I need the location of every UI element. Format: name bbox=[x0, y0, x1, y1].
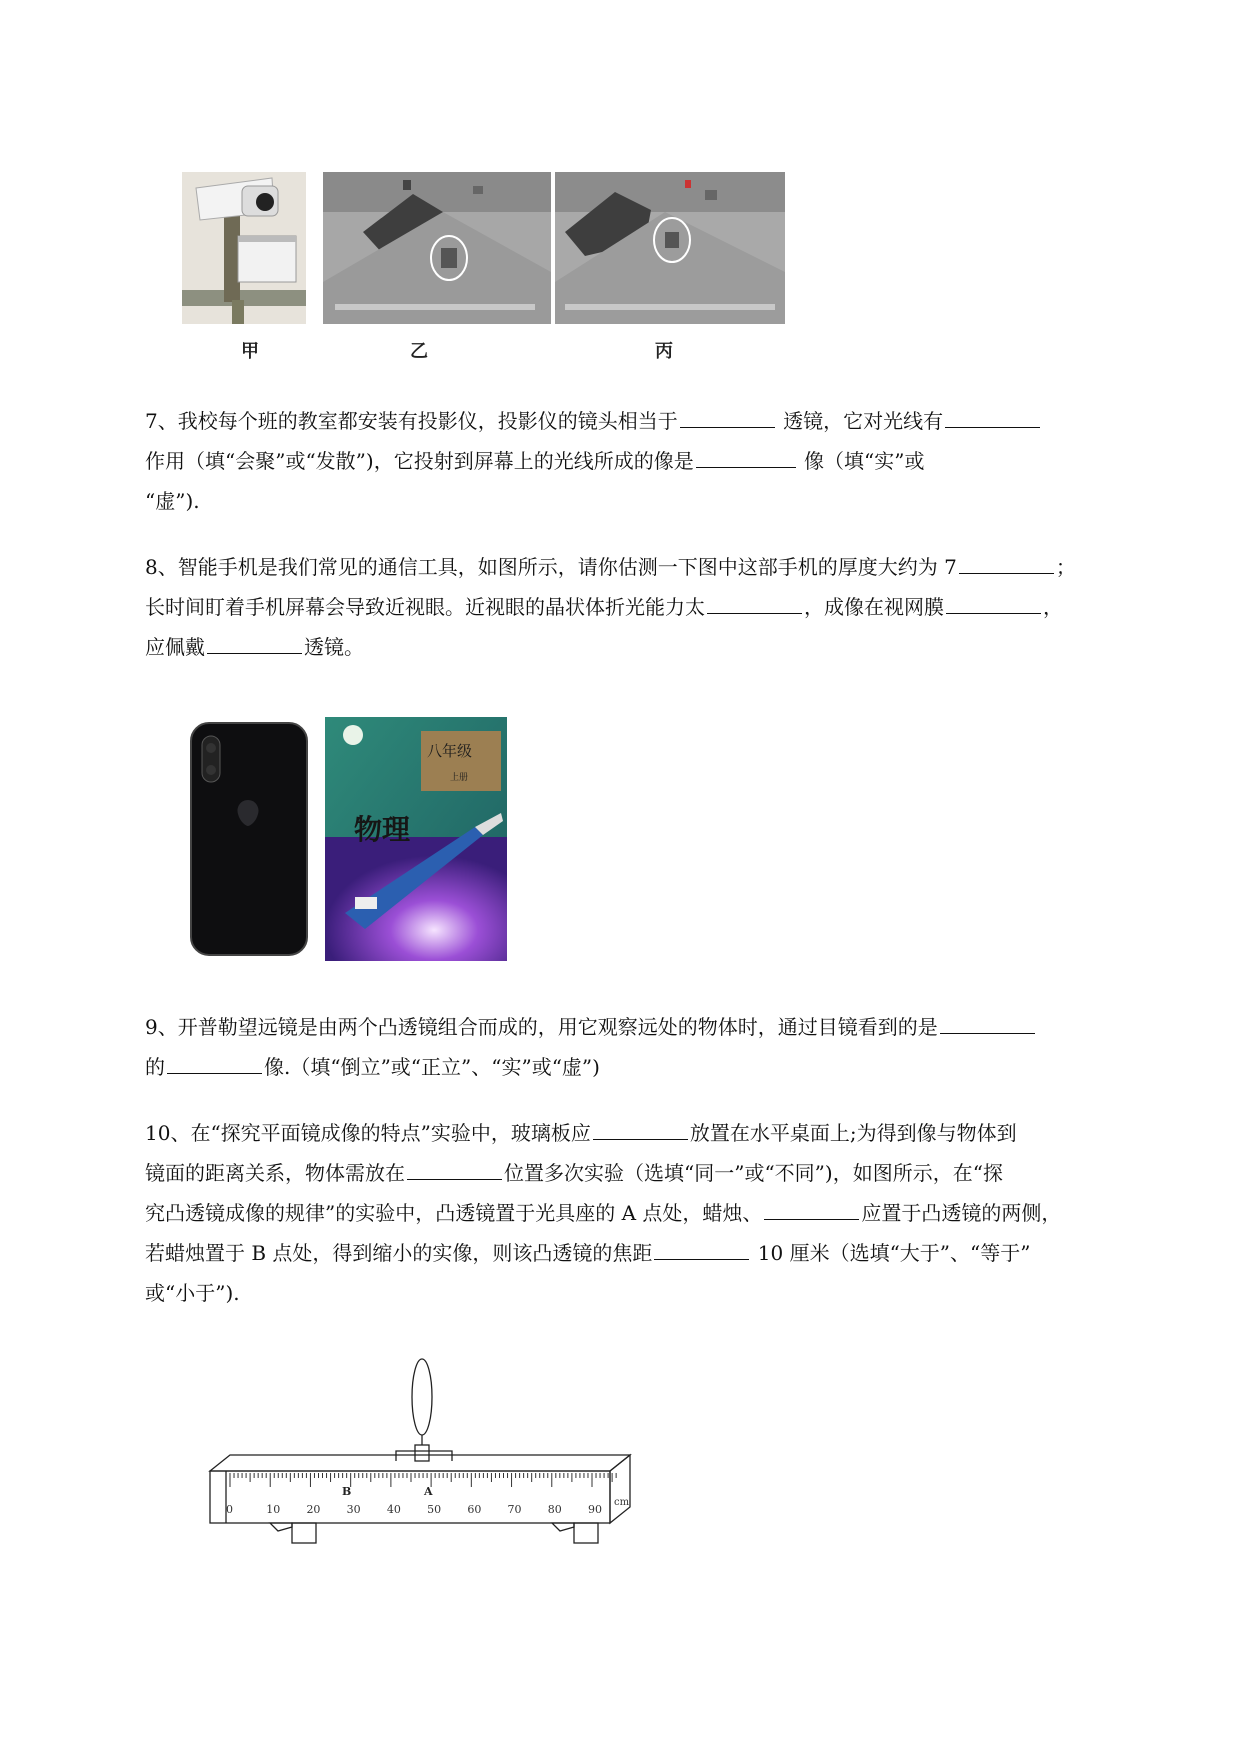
q7-text: 作用（填“会聚”或“发散”)，它投射到屏幕上的光线所成的像是 bbox=[145, 449, 694, 473]
q10-text: 放置在水平桌面上;为得到像与物体到 bbox=[689, 1121, 1017, 1145]
road-photo-yi bbox=[323, 172, 551, 324]
question-9 bbox=[145, 1007, 1155, 1087]
answer-blank[interactable] bbox=[946, 591, 1041, 614]
road-photo-bing bbox=[555, 172, 785, 324]
question-7 bbox=[145, 401, 1155, 521]
camera-photo bbox=[182, 172, 306, 324]
q10-line-4 bbox=[145, 1233, 1155, 1273]
answer-blank[interactable] bbox=[945, 405, 1040, 428]
q8-line-2 bbox=[145, 587, 1155, 627]
ruler-tick-label: 20 bbox=[306, 1503, 321, 1516]
q8-line-3 bbox=[145, 627, 1155, 667]
answer-blank[interactable] bbox=[940, 1011, 1035, 1034]
q10-line-3 bbox=[145, 1193, 1155, 1233]
answer-blank[interactable] bbox=[167, 1051, 262, 1074]
q9-text: 9、开普勒望远镜是由两个凸透镜组合而成的，用它观察远处的物体时，通过目镜看到的是 bbox=[145, 1015, 938, 1039]
phone-image bbox=[190, 722, 308, 956]
ruler-tick-label: 10 bbox=[266, 1503, 281, 1516]
q9-line-1 bbox=[145, 1007, 1155, 1047]
answer-blank[interactable] bbox=[593, 1117, 688, 1140]
q8-text: 透镜。 bbox=[304, 635, 364, 659]
unit-label: cm bbox=[614, 1497, 630, 1508]
book-volume: 上册 bbox=[450, 773, 469, 783]
q10-text: 应置于凸透镜的两侧， bbox=[861, 1201, 1062, 1225]
point-a-label: A bbox=[424, 1485, 433, 1498]
q8-text: ； bbox=[1055, 555, 1076, 579]
ruler-tick-label: 70 bbox=[507, 1503, 522, 1516]
ruler-tick-label: 90 bbox=[588, 1503, 602, 1516]
ruler-tick-label: 50 bbox=[427, 1503, 442, 1516]
ruler-tick-label: 30 bbox=[346, 1503, 361, 1516]
answer-blank[interactable] bbox=[407, 1157, 502, 1180]
q7-line-2 bbox=[145, 441, 1155, 481]
q7-text: 透镜，它对光线有 bbox=[776, 409, 944, 433]
physics-textbook bbox=[325, 717, 507, 961]
q10-line-1 bbox=[145, 1113, 1155, 1153]
figure-label-bing: 丙 bbox=[655, 341, 673, 362]
lens-shape bbox=[412, 1359, 432, 1435]
q8-text: ，成像在视网膜 bbox=[804, 595, 944, 619]
answer-blank[interactable] bbox=[959, 551, 1054, 574]
q7-text: 7、我校每个班的教室都安装有投影仪，投影仪的镜头相当于 bbox=[145, 409, 678, 433]
answer-blank[interactable] bbox=[654, 1237, 749, 1260]
q10-text: 10 厘米（选填“大于”、“等于” bbox=[751, 1241, 1031, 1265]
q10-text: 10、在“探究平面镜成像的特点”实验中，玻璃板应 bbox=[145, 1121, 591, 1145]
ruler-tick-label: 0 bbox=[226, 1503, 233, 1516]
optical-bench-diagram bbox=[200, 1355, 650, 1555]
answer-blank[interactable] bbox=[707, 591, 802, 614]
q9-text: 像.（填“倒立”或“正立”、“实”或“虚”) bbox=[264, 1055, 600, 1079]
q8-line-1 bbox=[145, 547, 1155, 587]
q10-text: 若蜡烛置于 B 点处，得到缩小的实像，则该凸透镜的焦距 bbox=[145, 1241, 653, 1265]
ruler-tick-label: 40 bbox=[386, 1503, 401, 1516]
q8-text: 应佩戴 bbox=[145, 635, 205, 659]
book-grade: 八年级 bbox=[427, 742, 473, 760]
point-b-label: B bbox=[342, 1485, 352, 1498]
question-10 bbox=[145, 1113, 1155, 1313]
figure-label-jia: 甲 bbox=[241, 341, 259, 362]
q8-text: 8、智能手机是我们常见的通信工具，如图所示，请你估测一下图中这部手机的厚度大约为 7 bbox=[145, 555, 957, 579]
q10-line-2 bbox=[145, 1153, 1155, 1193]
q9-text: 的 bbox=[145, 1055, 165, 1079]
q10-text: 镜面的距离关系，物体需放在 bbox=[145, 1161, 405, 1185]
q7-text: “虚”). bbox=[145, 489, 200, 513]
book-title: 物理 bbox=[354, 813, 411, 846]
q7-text: 像（填“实”或 bbox=[797, 449, 925, 473]
answer-blank[interactable] bbox=[207, 631, 302, 654]
q8-text: ， bbox=[1043, 595, 1063, 619]
q8-text: 长时间盯着手机屏幕会导致近视眼。近视眼的晶状体折光能力太 bbox=[145, 595, 705, 619]
ruler-tick-label: 60 bbox=[467, 1503, 482, 1516]
q10-text: 或“小于”). bbox=[145, 1281, 240, 1305]
q10-text: 位置多次实验（选填“同一”或“不同”)，如图所示，在“探 bbox=[504, 1161, 1003, 1185]
figure-label-yi: 乙 bbox=[410, 341, 428, 362]
q10-line-5 bbox=[145, 1273, 1155, 1313]
question-8 bbox=[145, 547, 1155, 667]
answer-blank[interactable] bbox=[696, 445, 796, 468]
q7-line-1 bbox=[145, 401, 1155, 441]
answer-blank[interactable] bbox=[680, 405, 775, 428]
q9-line-2 bbox=[145, 1047, 1155, 1087]
answer-blank[interactable] bbox=[764, 1197, 859, 1220]
q10-text: 究凸透镜成像的规律”的实验中，凸透镜置于光具座的 A 点处，蜡烛、 bbox=[145, 1201, 763, 1225]
ruler-tick-label: 80 bbox=[547, 1503, 562, 1516]
q7-line-3 bbox=[145, 481, 1155, 521]
